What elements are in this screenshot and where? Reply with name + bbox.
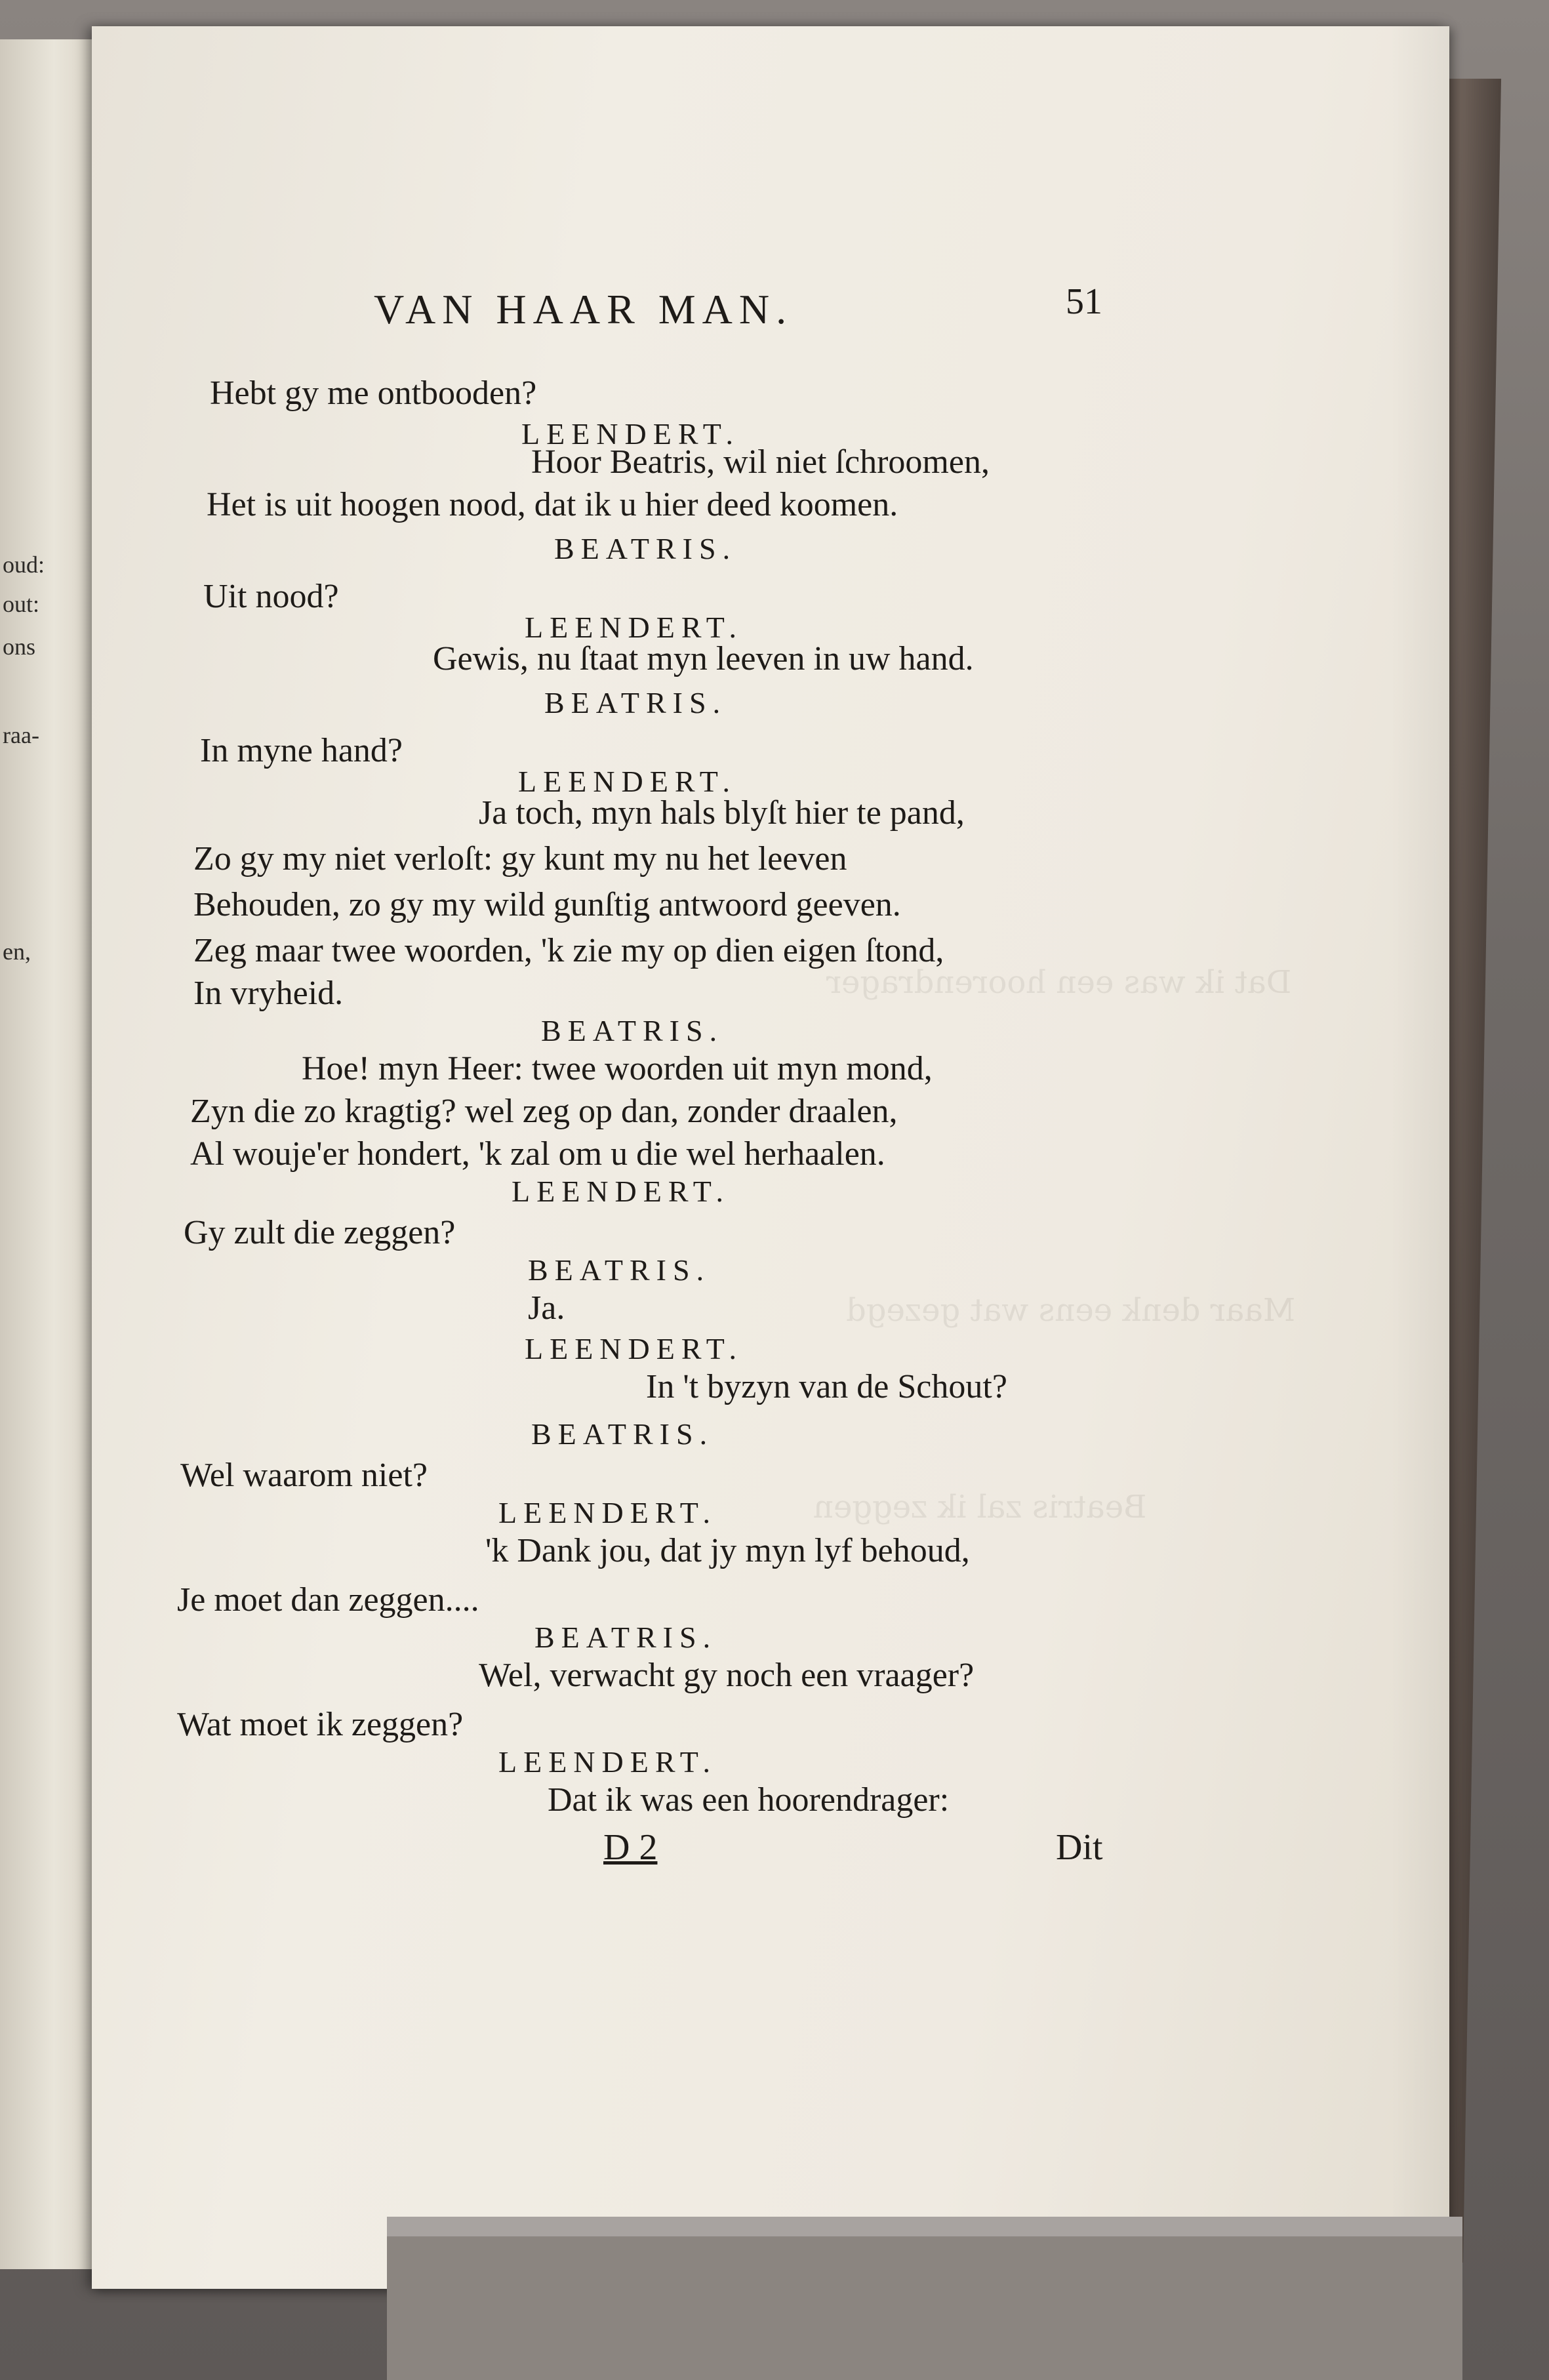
page-number: 51 <box>1066 281 1102 322</box>
verse-line: Dat ik was een hoorendrager: <box>548 1781 950 1819</box>
speaker-name: LEENDERT. <box>525 1332 743 1365</box>
verse-line: In myne hand? <box>200 732 403 769</box>
verse-line: Je moet dan zeggen.... <box>177 1581 479 1619</box>
verse-line: Wel waarom niet? <box>180 1457 428 1494</box>
left-page-fragment: oud: <box>3 552 45 578</box>
verse-line: In vryheid. <box>193 975 344 1012</box>
verse-line: Gy zult die zeggen? <box>184 1214 456 1251</box>
verse-line: Behouden, zo gy my wild gunſtig antwoord geeven. <box>193 886 901 923</box>
running-head: VAN HAAR MAN. <box>374 286 794 333</box>
show-through-text: Dat ik was een hoorendrager <box>826 964 1292 1001</box>
verse-line: Ja toch, myn hals blyſt hier te pand, <box>479 794 965 832</box>
speaker-name: BEATRIS. <box>531 1417 714 1451</box>
verse-line: 'k Dank jou, dat jy myn lyf behoud, <box>485 1532 970 1569</box>
verse-line: Het is uit hoogen nood, dat ik u hier deed koomen. <box>207 486 898 523</box>
speaker-name: LEENDERT. <box>498 1496 717 1529</box>
verse-line: Wat moet ik zeggen? <box>177 1706 464 1743</box>
verse-line: Zeg maar twee woorden, 'k zie my op dien eigen ſtond, <box>193 932 944 969</box>
speaker-name: BEATRIS. <box>544 686 727 719</box>
page-text <box>92 26 1449 2289</box>
speaker-name: BEATRIS. <box>554 532 737 565</box>
book-page <box>92 26 1449 2289</box>
verse-line: Uit nood? <box>203 578 339 615</box>
left-page <box>0 39 101 2269</box>
verse-line: Wel, verwacht gy noch een vraager? <box>479 1657 975 1694</box>
speaker-name: LEENDERT. <box>498 1745 717 1779</box>
speaker-name: LEENDERT. <box>518 765 736 798</box>
verse-line: Zyn die zo kragtig? wel zeg op dan, zonder draalen, <box>190 1093 898 1130</box>
speaker-name: LEENDERT. <box>521 417 740 451</box>
verse-line: Hoor Beatris, wil niet ſchroomen, <box>531 443 990 481</box>
speaker-name: LEENDERT. <box>512 1175 730 1208</box>
left-page-fragment: en, <box>3 938 31 965</box>
speaker-name: LEENDERT. <box>525 611 743 644</box>
show-through-text: Maar denk eens wat gezegd <box>846 1292 1296 1329</box>
left-page-fragment: ons <box>3 634 36 660</box>
verse-line: Hebt gy me ontbooden? <box>210 374 537 412</box>
verse-line: Ja. <box>528 1289 565 1327</box>
surface-strip-highlight <box>387 2217 1462 2236</box>
speaker-name: BEATRIS. <box>528 1253 711 1287</box>
speaker-name: BEATRIS. <box>541 1014 724 1047</box>
verse-line: In 't byzyn van de Schout? <box>646 1368 1007 1405</box>
catchword: Dit <box>1056 1827 1103 1868</box>
verse-line: Zo gy my niet verloſt: gy kunt my nu het leeven <box>193 840 847 877</box>
surface-strip <box>387 2217 1462 2380</box>
signature-mark: D 2 <box>603 1827 658 1868</box>
left-page-fragment: raa- <box>3 722 39 748</box>
verse-line: Hoe! myn Heer: twee woorden uit myn mond, <box>302 1050 933 1087</box>
left-page-fragment: out: <box>3 591 40 617</box>
speaker-name: BEATRIS. <box>534 1621 717 1654</box>
verse-line: Gewis, nu ſtaat myn leeven in uw hand. <box>433 640 974 677</box>
verse-line: Al wouje'er hondert, 'k zal om u die wel herhaalen. <box>190 1135 885 1173</box>
show-through-text: Beatris zal ik zeggen <box>813 1489 1147 1525</box>
